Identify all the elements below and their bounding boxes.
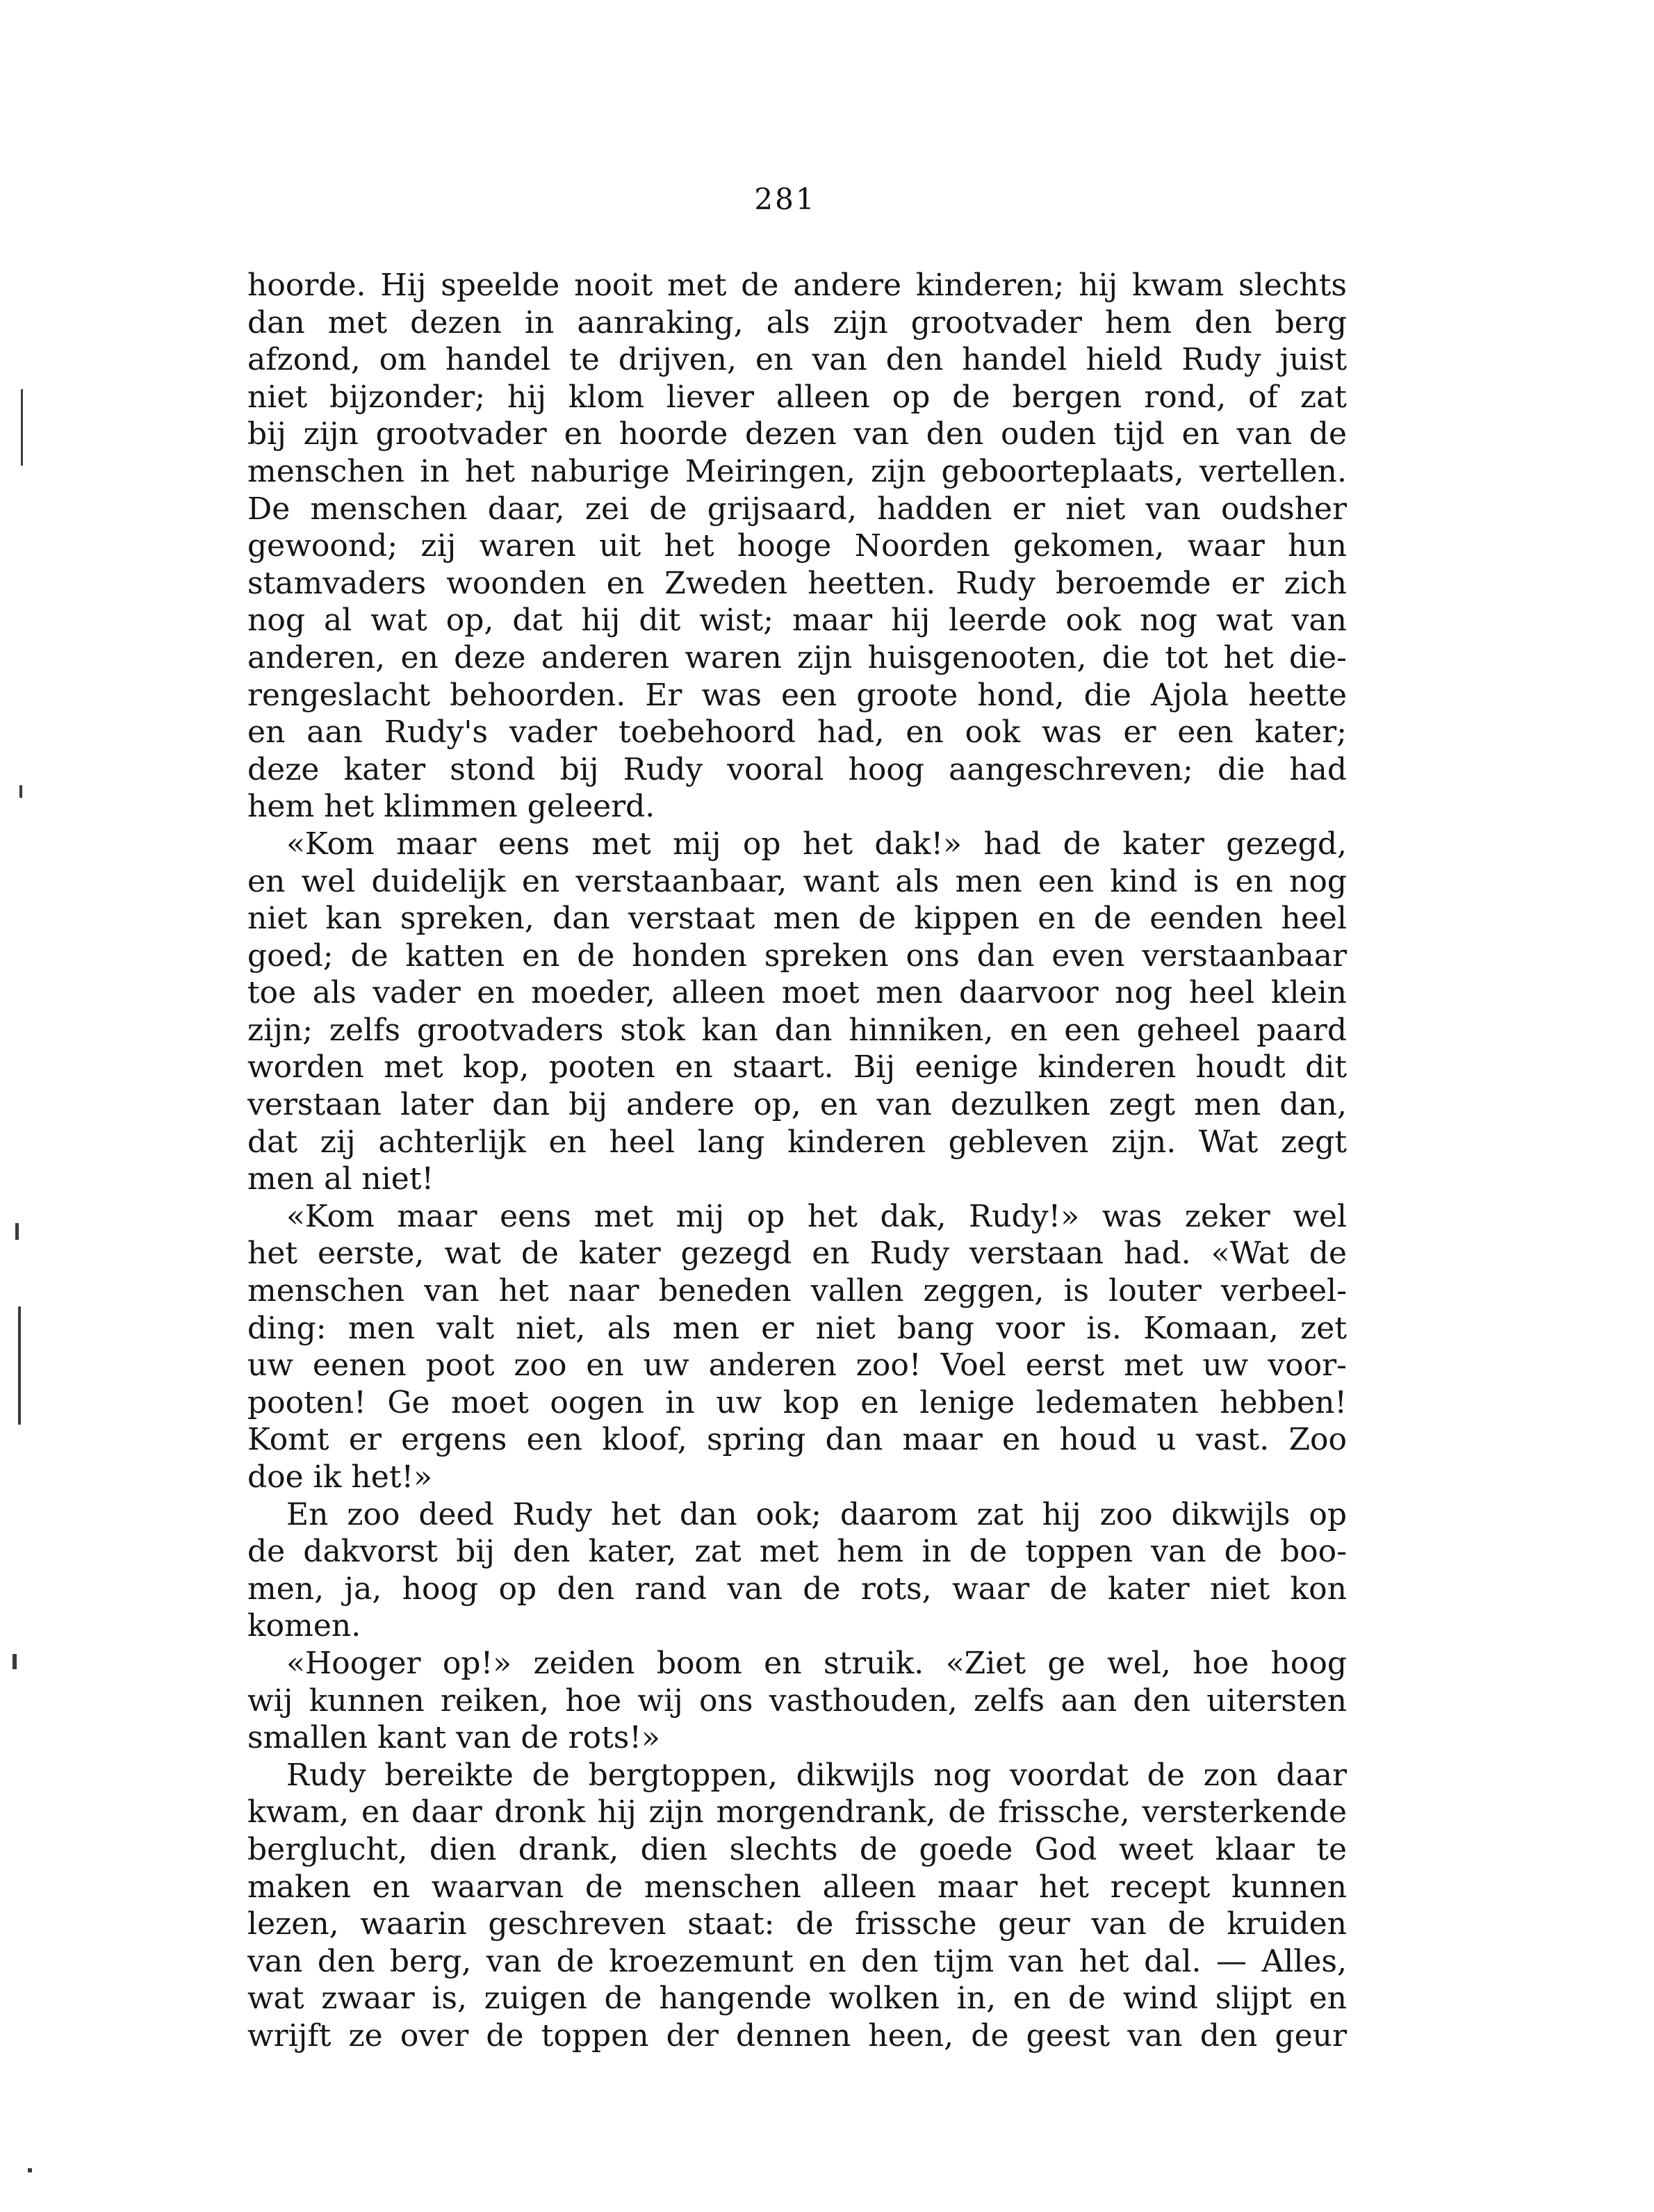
scan-edge-mark bbox=[13, 1654, 17, 1669]
text-line: men al niet! bbox=[247, 1161, 434, 1197]
text-line: gewoond; zij waren uit het hooge Noorden gekomen, waar hun bbox=[247, 528, 1347, 564]
text-line: hoorde. Hij speelde nooit met de andere kinderen; hij kwam slechts bbox=[247, 268, 1347, 303]
text-line: menschen in het naburige Meiringen, zijn geboorteplaats, vertellen. bbox=[247, 453, 1347, 489]
text-line: wij kunnen reiken, hoe wij ons vasthouden, zelfs aan den uitersten bbox=[247, 1682, 1347, 1719]
text-line: Rudy bereikte de bergtoppen, dikwijls nog voordat de zon daar bbox=[286, 1757, 1347, 1793]
text-line: komen. bbox=[247, 1608, 361, 1644]
scan-edge-mark bbox=[18, 1306, 21, 1425]
text-line: Komt er ergens een kloof, spring dan maar en houd u vast. Zoo bbox=[247, 1422, 1347, 1458]
text-line: En zoo deed Rudy het dan ook; daarom zat hij zoo dikwijls op bbox=[286, 1496, 1347, 1532]
text-line: niet kan spreken, dan verstaat men de kippen en de eenden heel bbox=[247, 901, 1347, 937]
text-line: kwam, en daar dronk hij zijn morgendrank, de frissche, versterkende bbox=[247, 1794, 1347, 1830]
text-line: lezen, waarin geschreven staat: de frissche geur van de kruiden bbox=[247, 1906, 1347, 1942]
text-line: dan met dezen in aanraking, als zijn grootvader hem den berg bbox=[247, 304, 1347, 341]
text-line: goed; de katten en de honden spreken ons dan even verstaanbaar bbox=[247, 937, 1347, 974]
scan-edge-mark bbox=[19, 785, 22, 798]
text-line: «Kom maar eens met mij op het dak!» had de kater gezegd, bbox=[286, 826, 1347, 862]
text-line: nog al wat op, dat hij dit wist; maar hij leerde ook nog wat van bbox=[247, 603, 1347, 639]
page-number: 281 bbox=[754, 182, 817, 216]
text-line: anderen, en deze anderen waren zijn huisgenooten, die tot het die- bbox=[247, 639, 1347, 675]
text-line: bij zijn grootvader en hoorde dezen van den ouden tijd en van de bbox=[247, 416, 1347, 452]
scan-edge-mark bbox=[28, 2168, 32, 2172]
text-line: stamvaders woonden en Zweden heetten. Rudy beroemde er zich bbox=[247, 565, 1347, 601]
text-line: wrijft ze over de toppen der dennen heen, de geest van den geur bbox=[247, 2017, 1347, 2054]
text-line: van den berg, van de kroezemunt en den tijm van het dal. — Alles, bbox=[247, 1943, 1347, 1979]
body-text bbox=[247, 267, 1347, 2055]
text-line: smallen kant van de rots!» bbox=[247, 1720, 660, 1756]
text-line: en aan Rudy's vader toebehoord had, en ook was er een kater; bbox=[247, 714, 1347, 751]
text-line: en wel duidelijk en verstaanbaar, want als men een kind is en nog bbox=[247, 863, 1347, 899]
text-line: «Kom maar eens met mij op het dak, Rudy!» was zeker wel bbox=[286, 1198, 1347, 1234]
text-line: menschen van het naar beneden vallen zeggen, is louter verbeel- bbox=[247, 1273, 1347, 1309]
text-line: worden met kop, pooten en staart. Bij eenige kinderen houdt dit bbox=[247, 1049, 1347, 1085]
scan-edge-mark bbox=[15, 1223, 19, 1240]
text-line: men, ja, hoog op den rand van de rots, waar de kater niet kon bbox=[247, 1571, 1347, 1607]
text-line: het eerste, wat de kater gezegd en Rudy verstaan had. «Wat de bbox=[247, 1236, 1347, 1272]
text-line: pooten! Ge moet oogen in uw kop en lenige ledematen hebben! bbox=[247, 1384, 1347, 1420]
text-line: verstaan later dan bij andere op, en van dezulken zegt men dan, bbox=[247, 1087, 1347, 1123]
text-line: deze kater stond bij Rudy vooral hoog aangeschreven; die had bbox=[247, 751, 1347, 787]
text-line: ding: men valt niet, als men er niet bang voor is. Komaan, zet bbox=[247, 1310, 1347, 1346]
text-line: doe ik het!» bbox=[247, 1459, 433, 1495]
text-line: rengeslacht behoorden. Er was een groote hond, die Ajola heette bbox=[247, 677, 1347, 713]
text-line: niet bijzonder; hij klom liever alleen op de bergen rond, of zat bbox=[247, 379, 1347, 415]
text-line: De menschen daar, zei de grijsaard, hadden er niet van oudsher bbox=[247, 491, 1347, 527]
text-line: toe als vader en moeder, alleen moet men daarvoor nog heel klein bbox=[247, 975, 1347, 1011]
text-line: afzond, om handel te drijven, en van den handel hield Rudy juist bbox=[247, 342, 1347, 378]
text-line: uw eenen poot zoo en uw anderen zoo! Voel eerst met uw voor- bbox=[247, 1347, 1347, 1384]
text-line: wat zwaar is, zuigen de hangende wolken in, en de wind slijpt en bbox=[247, 1981, 1347, 2017]
scan-edge-mark bbox=[21, 389, 23, 466]
text-line: «Hooger op!» zeiden boom en struik. «Ziet ge wel, hoe hoog bbox=[286, 1645, 1347, 1681]
text-line: hem het klimmen geleerd. bbox=[247, 789, 655, 825]
text-line: dat zij achterlijk en heel lang kinderen gebleven zijn. Wat zegt bbox=[247, 1124, 1347, 1160]
text-line: zijn; zelfs grootvaders stok kan dan hinniken, en een geheel paard bbox=[247, 1012, 1347, 1048]
text-line: maken en waarvan de menschen alleen maar het recept kunnen bbox=[247, 1869, 1347, 1905]
text-line: de dakvorst bij den kater, zat met hem in de toppen van de boo- bbox=[247, 1534, 1347, 1570]
text-line: berglucht, dien drank, dien slechts de goede God weet klaar te bbox=[247, 1831, 1347, 1867]
